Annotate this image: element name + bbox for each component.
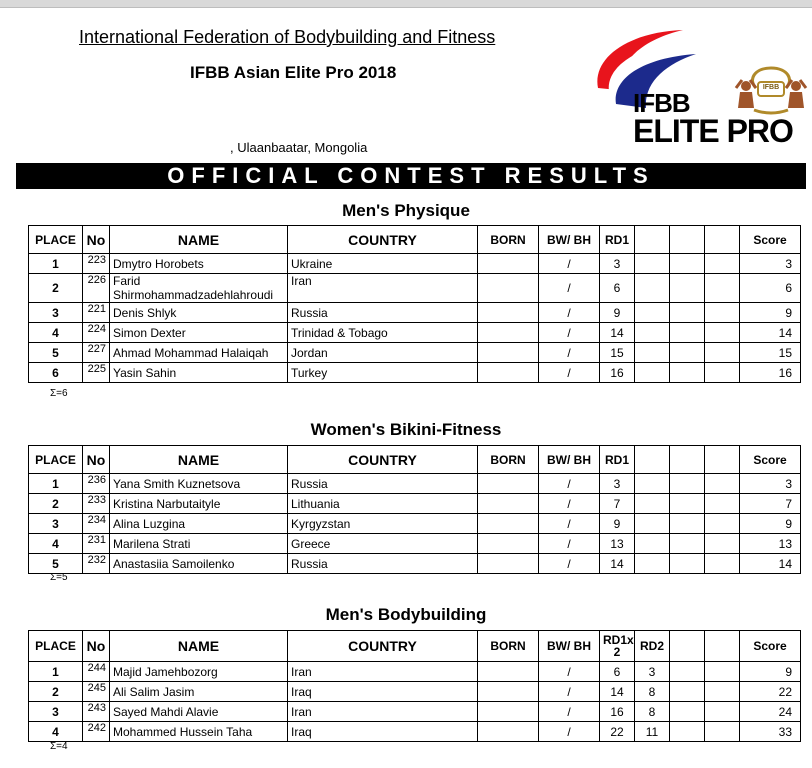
table-row — [29, 702, 801, 722]
col-empty — [705, 226, 740, 254]
table-row — [29, 662, 801, 682]
cell-born — [478, 554, 539, 574]
cell-rd1: 9 — [600, 303, 635, 323]
logo-line2: ELITE PRO — [633, 113, 793, 149]
cell-score: 14 — [740, 554, 801, 574]
cell-empty — [670, 662, 705, 682]
col-born: BORN — [478, 226, 539, 254]
cell-place: 3 — [29, 514, 83, 534]
col-score: Score — [740, 631, 801, 662]
cell-empty — [635, 323, 670, 343]
table-row — [29, 474, 801, 494]
cell-score: 6 — [740, 274, 801, 303]
cell-bw-bh: / — [539, 534, 600, 554]
cell-place: 6 — [29, 363, 83, 383]
col-country: COUNTRY — [288, 226, 478, 254]
category-title: Men's Physique — [342, 201, 470, 220]
cell-place: 3 — [29, 303, 83, 323]
cell-name: Sayed Mahdi Alavie — [110, 702, 288, 722]
cell-name: Marilena Strati — [110, 534, 288, 554]
cell-empty — [705, 323, 740, 343]
cell-no: 242 — [83, 722, 110, 742]
col-born: BORN — [478, 631, 539, 662]
cell-born — [478, 254, 539, 274]
col-country: COUNTRY — [288, 631, 478, 662]
table-row — [29, 534, 801, 554]
cell-place: 5 — [29, 343, 83, 363]
cell-empty — [705, 514, 740, 534]
cell-empty — [670, 474, 705, 494]
cell-bw-bh: / — [539, 494, 600, 514]
cell-name: Anastasiia Samoilenko — [110, 554, 288, 574]
cell-empty — [635, 474, 670, 494]
cell-empty — [705, 363, 740, 383]
cell-rd2: 11 — [635, 722, 670, 742]
cell-rd1: 13 — [600, 534, 635, 554]
cell-empty — [670, 254, 705, 274]
table-row — [29, 722, 801, 742]
cell-no: 225 — [83, 363, 110, 383]
cell-country: Jordan — [288, 343, 478, 363]
cell-born — [478, 274, 539, 303]
col-country: COUNTRY — [288, 446, 478, 474]
event-title: IFBB Asian Elite Pro 2018 — [190, 63, 397, 82]
cell-empty — [670, 702, 705, 722]
cell-no: 244 — [83, 662, 110, 682]
logo-line1: IFBB — [633, 88, 690, 118]
ifbb-elite-pro-logo — [588, 28, 810, 152]
cell-born — [478, 662, 539, 682]
cell-name: Denis Shlyk — [110, 303, 288, 323]
col-place: PLACE — [29, 446, 83, 474]
cell-born — [478, 514, 539, 534]
cell-empty — [705, 682, 740, 702]
col-no: No — [83, 631, 110, 662]
col-empty — [670, 631, 705, 662]
cell-place: 1 — [29, 474, 83, 494]
results-table — [28, 445, 801, 574]
col-no: No — [83, 446, 110, 474]
top-bar — [0, 0, 812, 8]
cell-born — [478, 682, 539, 702]
cell-rd1: 9 — [600, 514, 635, 534]
col-bw-bh: BW/ BH — [539, 631, 600, 662]
cell-place: 4 — [29, 722, 83, 742]
col-rd2: RD2 — [635, 631, 670, 662]
cell-no: 231 — [83, 534, 110, 554]
cell-place: 1 — [29, 662, 83, 682]
cell-empty — [705, 702, 740, 722]
cell-rd1x2: 14 — [600, 682, 635, 702]
cell-country: Iraq — [288, 722, 478, 742]
cell-bw-bh: / — [539, 303, 600, 323]
col-empty — [670, 446, 705, 474]
cell-country: Lithuania — [288, 494, 478, 514]
cell-empty — [705, 554, 740, 574]
cell-empty — [670, 722, 705, 742]
cell-score: 9 — [740, 303, 801, 323]
table-row — [29, 274, 801, 303]
header-row — [29, 446, 801, 474]
cell-name: Kristina Narbutaityle — [110, 494, 288, 514]
emblem-text: IFBB — [762, 84, 780, 91]
table-row — [29, 343, 801, 363]
cell-rd1: 15 — [600, 343, 635, 363]
cell-born — [478, 323, 539, 343]
cell-empty — [670, 343, 705, 363]
official-results-banner: OFFICIAL CONTEST RESULTS — [16, 163, 806, 189]
cell-score: 15 — [740, 343, 801, 363]
cell-place: 5 — [29, 554, 83, 574]
col-rd1x2: RD1x 2 — [600, 631, 635, 662]
cell-place: 1 — [29, 254, 83, 274]
cell-empty — [705, 534, 740, 554]
cell-empty — [705, 474, 740, 494]
cell-score: 14 — [740, 323, 801, 343]
table-row — [29, 554, 801, 574]
cell-born — [478, 474, 539, 494]
cell-bw-bh: / — [539, 514, 600, 534]
cell-no: 243 — [83, 702, 110, 722]
cell-score: 9 — [740, 514, 801, 534]
cell-born — [478, 343, 539, 363]
col-place: PLACE — [29, 631, 83, 662]
cell-bw-bh: / — [539, 254, 600, 274]
results-table — [28, 630, 801, 742]
cell-name: Dmytro Horobets — [110, 254, 288, 274]
col-name: NAME — [110, 446, 288, 474]
cell-empty — [705, 254, 740, 274]
cell-empty — [705, 494, 740, 514]
cell-empty — [705, 722, 740, 742]
cell-place: 4 — [29, 534, 83, 554]
cell-rd2: 3 — [635, 662, 670, 682]
cell-empty — [670, 303, 705, 323]
cell-no: 226 — [83, 274, 110, 303]
cell-born — [478, 494, 539, 514]
cell-place: 4 — [29, 323, 83, 343]
cell-no: 223 — [83, 254, 110, 274]
cell-bw-bh: / — [539, 363, 600, 383]
col-no: No — [83, 226, 110, 254]
cell-country: Iran — [288, 702, 478, 722]
table-row — [29, 494, 801, 514]
count-sigma: Σ=4 — [50, 741, 68, 752]
cell-name: Yana Smith Kuznetsova — [110, 474, 288, 494]
cell-no: 232 — [83, 554, 110, 574]
cell-empty — [705, 662, 740, 682]
table-row — [29, 254, 801, 274]
col-bw-bh: BW/ BH — [539, 226, 600, 254]
cell-empty — [705, 274, 740, 303]
cell-place: 2 — [29, 494, 83, 514]
cell-empty — [670, 534, 705, 554]
cell-place: 2 — [29, 274, 83, 303]
header-row — [29, 226, 801, 254]
cell-bw-bh: / — [539, 662, 600, 682]
cell-bw-bh: / — [539, 323, 600, 343]
cell-born — [478, 363, 539, 383]
cell-bw-bh: / — [539, 474, 600, 494]
cell-born — [478, 303, 539, 323]
cell-no: 234 — [83, 514, 110, 534]
cell-born — [478, 722, 539, 742]
col-empty — [705, 446, 740, 474]
col-score: Score — [740, 446, 801, 474]
organization-title: International Federation of Bodybuilding and Fitness — [79, 27, 496, 47]
cell-country: Ukraine — [288, 254, 478, 274]
cell-empty — [705, 303, 740, 323]
table-row — [29, 303, 801, 323]
cell-no: 236 — [83, 474, 110, 494]
col-empty — [635, 446, 670, 474]
cell-country: Russia — [288, 303, 478, 323]
cell-country: Iraq — [288, 682, 478, 702]
col-place: PLACE — [29, 226, 83, 254]
count-sigma: Σ=5 — [50, 572, 68, 583]
col-empty — [670, 226, 705, 254]
cell-country: Iran — [288, 662, 478, 682]
cell-rd1x2: 16 — [600, 702, 635, 722]
cell-rd1x2: 6 — [600, 662, 635, 682]
cell-empty — [635, 274, 670, 303]
cell-rd2: 8 — [635, 682, 670, 702]
col-empty — [705, 631, 740, 662]
cell-name: Ali Salim Jasim — [110, 682, 288, 702]
cell-empty — [635, 494, 670, 514]
cell-name: Mohammed Hussein Taha — [110, 722, 288, 742]
cell-country: Iran — [288, 274, 478, 303]
cell-country: Greece — [288, 534, 478, 554]
col-name: NAME — [110, 631, 288, 662]
cell-name: Yasin Sahin — [110, 363, 288, 383]
cell-no: 221 — [83, 303, 110, 323]
cell-rd1: 14 — [600, 323, 635, 343]
table-row — [29, 514, 801, 534]
cell-empty — [670, 554, 705, 574]
col-empty — [635, 226, 670, 254]
cell-score: 22 — [740, 682, 801, 702]
category-title: Women's Bikini-Fitness — [310, 420, 502, 439]
cell-name: Ahmad Mohammad Halaiqah — [110, 343, 288, 363]
col-rd1: RD1 — [600, 446, 635, 474]
cell-country: Russia — [288, 474, 478, 494]
cell-place: 3 — [29, 702, 83, 722]
cell-bw-bh: / — [539, 682, 600, 702]
cell-country: Kyrgyzstan — [288, 514, 478, 534]
cell-name: Majid Jamehbozorg — [110, 662, 288, 682]
results-table — [28, 225, 801, 383]
cell-bw-bh: / — [539, 554, 600, 574]
cell-rd1x2: 22 — [600, 722, 635, 742]
cell-bw-bh: / — [539, 274, 600, 303]
cell-name: Alina Luzgina — [110, 514, 288, 534]
cell-score: 16 — [740, 363, 801, 383]
cell-empty — [635, 303, 670, 323]
cell-country: Russia — [288, 554, 478, 574]
cell-empty — [635, 254, 670, 274]
cell-born — [478, 702, 539, 722]
cell-country: Turkey — [288, 363, 478, 383]
col-name: NAME — [110, 226, 288, 254]
cell-rd2: 8 — [635, 702, 670, 722]
cell-rd1: 14 — [600, 554, 635, 574]
cell-rd1: 6 — [600, 274, 635, 303]
category-title: Men's Bodybuilding — [325, 605, 487, 624]
cell-score: 3 — [740, 474, 801, 494]
col-bw-bh: BW/ BH — [539, 446, 600, 474]
cell-empty — [635, 343, 670, 363]
cell-score: 9 — [740, 662, 801, 682]
cell-empty — [670, 682, 705, 702]
header-row — [29, 631, 801, 662]
cell-no: 245 — [83, 682, 110, 702]
cell-rd1: 7 — [600, 494, 635, 514]
cell-name: Simon Dexter — [110, 323, 288, 343]
cell-empty — [670, 514, 705, 534]
col-score: Score — [740, 226, 801, 254]
cell-score: 13 — [740, 534, 801, 554]
cell-score: 3 — [740, 254, 801, 274]
cell-name: Farid Shirmohammadzadehlahroudi — [110, 274, 288, 303]
cell-rd1: 16 — [600, 363, 635, 383]
cell-score: 7 — [740, 494, 801, 514]
cell-score: 33 — [740, 722, 801, 742]
cell-place: 2 — [29, 682, 83, 702]
cell-empty — [635, 363, 670, 383]
logo-text — [633, 90, 793, 147]
cell-no: 233 — [83, 494, 110, 514]
cell-empty — [635, 514, 670, 534]
cell-rd1: 3 — [600, 254, 635, 274]
cell-empty — [670, 274, 705, 303]
cell-empty — [635, 554, 670, 574]
cell-no: 227 — [83, 343, 110, 363]
table-row — [29, 363, 801, 383]
cell-country: Trinidad & Tobago — [288, 323, 478, 343]
col-born: BORN — [478, 446, 539, 474]
cell-bw-bh: / — [539, 722, 600, 742]
table-row — [29, 682, 801, 702]
cell-score: 24 — [740, 702, 801, 722]
cell-empty — [670, 363, 705, 383]
cell-born — [478, 534, 539, 554]
cell-bw-bh: / — [539, 343, 600, 363]
table-row — [29, 323, 801, 343]
cell-empty — [670, 494, 705, 514]
cell-empty — [705, 343, 740, 363]
cell-rd1: 3 — [600, 474, 635, 494]
cell-bw-bh: / — [539, 702, 600, 722]
cell-no: 224 — [83, 323, 110, 343]
event-location: , Ulaanbaatar, Mongolia — [230, 140, 368, 155]
cell-empty — [635, 534, 670, 554]
cell-empty — [670, 323, 705, 343]
count-sigma: Σ=6 — [50, 388, 68, 399]
col-rd1: RD1 — [600, 226, 635, 254]
